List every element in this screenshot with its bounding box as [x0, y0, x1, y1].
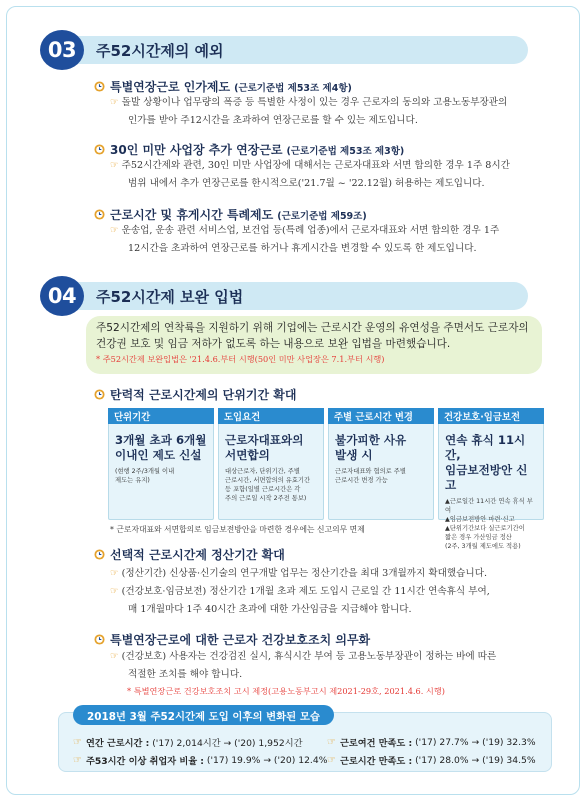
card-detail-line: 근로자대표와 협의로 주별 — [335, 468, 406, 475]
stat-value: ('17) 28.0% → ('19) 34.5% — [415, 754, 536, 766]
card-detail-line: 근로시간, 서면합의의 유효기간 — [225, 477, 311, 484]
card-detail-line: ▲임금보전방안 마련·신고 — [445, 516, 515, 523]
info-card — [218, 408, 324, 520]
card-detail — [329, 463, 433, 485]
law-reference: (근로기준법 제53조 제4항) — [234, 82, 352, 94]
stat-item — [327, 753, 536, 767]
card-headline: 3개월 초과 6개월 — [115, 433, 207, 447]
card-detail-line: 대상근로자, 단위기간, 주별 — [225, 468, 300, 475]
item-title-text: 선택적 근로시간제 정산기간 확대 — [110, 548, 285, 562]
info-card — [328, 408, 434, 520]
item-title-text: 근로시간 및 휴게시간 특례제도 — [110, 208, 274, 222]
card-detail — [109, 463, 213, 485]
pointing-hand-icon: ☞ — [110, 160, 119, 171]
clock-icon — [94, 389, 105, 400]
section-title: 주52시간제의 예외 — [76, 36, 528, 64]
description-line: 운송업, 운송 관련 서비스업, 보건업 등(특례 업종)에서 근로자대표와 서면 합의한 경우 1주 — [121, 225, 500, 236]
item-title — [94, 141, 404, 158]
description-line: 돌발 상황이나 업무량의 폭증 등 특별한 사정이 있는 경우 근로자의 동의와 고용노동부장관의 — [121, 97, 508, 108]
law-reference: (근로기준법 제59조) — [277, 210, 367, 222]
description-line: (정산기간) 신상품·신기술의 연구개발 업무는 정산기간을 최대 3개월까지 확대했습니다. — [121, 568, 488, 579]
card-tab: 주별 근로시간 변경 — [328, 408, 434, 424]
item-description — [110, 648, 542, 684]
clock-icon — [94, 549, 105, 560]
description-line: 12시간을 초과하여 연장근로를 하거나 휴게시간을 변경할 수 있도록 한 제도입니다. — [128, 243, 477, 254]
item-title — [94, 78, 352, 95]
regulation-note: * 특별연장근로 건강보호조치 고시 제정(고용노동부고시 제2021-29호, 2021.4.6. 시행) — [127, 686, 445, 696]
summary-line: 건강권 보호 및 임금 저하가 없도록 하는 내용으로 보완 입법을 마련했습니다. — [96, 338, 451, 350]
stat-item — [73, 735, 302, 749]
item-title-text: 특별연장근로에 대한 근로자 건강보호조치 의무화 — [110, 633, 371, 647]
card-detail-line: (2주, 3개월 제도에도 적용) — [445, 543, 521, 550]
description-line: 인가를 받아 주12시간을 초과하여 연장근로를 할 수 있는 제도입니다. — [128, 115, 418, 126]
stat-label: 연간 근로시간 : — [85, 738, 150, 749]
stat-item — [327, 735, 536, 749]
stat-label: 근로시간 만족도 : — [339, 756, 413, 767]
card-detail-line: 짧은 경우 가산임금 정산 — [445, 534, 512, 541]
summary-line: 주52시간제의 연착륙을 지원하기 위해 기업에는 근로시간 운영의 유연성을 주면서도 근로자의 — [96, 322, 529, 334]
pointing-hand-icon: ☞ — [110, 586, 119, 597]
pointing-hand-icon: ☞ — [73, 736, 82, 748]
card-headline: 근로자대표와의 — [225, 433, 304, 447]
card-detail-line: 제도는 유지) — [115, 477, 150, 484]
item-description — [110, 565, 542, 619]
description-line: (건강보호·임금보전) 정산기간 1개월 초과 제도 도입시 근로일 간 11시간 연속휴식 부여, — [121, 586, 490, 597]
description-line: 주52시간제와 관련, 30인 미만 사업장에 대해서는 근로자대표와 서면 합의한 경우 1주 8시간 — [121, 160, 510, 171]
clock-icon — [94, 209, 105, 220]
card-tab: 건강보호·임금보전 — [438, 408, 544, 424]
card-headline: 불가피한 사유 — [335, 433, 407, 447]
item-title-text: 탄력적 근로시간제의 단위기간 확대 — [110, 388, 297, 402]
card-tab: 단위기간 — [108, 408, 214, 424]
summary-box — [86, 316, 542, 374]
section-04-header — [40, 276, 528, 316]
info-card — [438, 408, 544, 550]
stat-value: ('17) 19.9% → ('20) 12.4% — [206, 754, 328, 766]
clock-icon — [94, 634, 105, 645]
changes-title: 2018년 3월 주52시간제 도입 이후의 변화된 모습 — [73, 705, 334, 725]
card-detail-line: 근로시간 변경 가능 — [335, 477, 388, 484]
info-card — [108, 408, 214, 520]
description-line: 적절한 조치를 해야 합니다. — [128, 669, 243, 680]
item-description — [110, 157, 542, 193]
summary-note: * 주52시간제 보완입법은 '21.4.6.부터 시행(50인 미만 사업장은 7.1.부터 시행) — [96, 354, 385, 364]
item-title-text: 특별연장근로 인가제도 — [110, 80, 231, 94]
changes-box — [58, 712, 552, 772]
pointing-hand-icon: ☞ — [110, 568, 119, 579]
item-title — [94, 386, 296, 403]
stat-item — [73, 753, 327, 767]
pointing-hand-icon: ☞ — [327, 736, 336, 748]
section-03-header — [40, 30, 528, 70]
clock-icon — [94, 81, 105, 92]
item-description — [110, 94, 542, 130]
section-number: 03 — [40, 30, 84, 70]
section-title: 주52시간제 보완 입법 — [76, 282, 528, 310]
item-title — [94, 546, 285, 563]
card-footnote: * 근로자대표와 서면합의로 임금보전방안을 마련한 경우에는 신고의무 면제 — [110, 525, 365, 534]
stat-label: 근로여건 만족도 : — [339, 738, 413, 749]
card-detail-line: ▲근로일간 11시간 연속 휴식 부여 — [445, 498, 533, 514]
item-description — [110, 222, 542, 258]
card-detail-line: ▲단위기간보다 실근로기간이 — [445, 525, 525, 532]
clock-icon — [94, 144, 105, 155]
card-detail — [219, 463, 323, 503]
pointing-hand-icon: ☞ — [110, 225, 119, 236]
card-headline: 임금보전방안 신고 — [445, 463, 528, 492]
card-headline: 연속 휴식 11시간, — [445, 433, 526, 462]
pointing-hand-icon: ☞ — [73, 754, 82, 766]
description-line: 범위 내에서 추가 연장근로를 한시적으로('21.7월 ~ '22.12월) 허용하는 제도입니다. — [128, 178, 485, 189]
card-headline: 서면합의 — [225, 448, 270, 462]
pointing-hand-icon: ☞ — [110, 651, 119, 662]
section-number: 04 — [40, 276, 84, 316]
card-detail-line: 주의 근로일 시작 2주전 통보) — [225, 495, 307, 502]
item-title-text: 30인 미만 사업장 추가 연장근로 — [110, 143, 283, 157]
card-detail-line: 등 포함(일별 근로시간은 각 — [225, 486, 301, 493]
description-line: 매 1개월마다 1주 40시간 초과에 대한 가산임금을 지급해야 합니다. — [128, 604, 412, 615]
pointing-hand-icon: ☞ — [327, 754, 336, 766]
law-reference: (근로기준법 제53조 제3항) — [286, 145, 405, 157]
card-detail-line: (현행 2주/3개월 이내 — [115, 468, 175, 475]
item-title — [94, 631, 370, 648]
description-line: (건강보호) 사용자는 건강검진 실시, 휴식시간 부여 등 고용노동부장관이 정하는 바에 따른 — [121, 651, 497, 662]
pointing-hand-icon: ☞ — [110, 97, 119, 108]
card-detail — [439, 493, 543, 551]
stat-label: 주53시간 이상 취업자 비율 : — [85, 756, 204, 767]
stat-value: ('17) 2,014시간 → ('20) 1,952시간 — [152, 738, 303, 749]
card-headline: 이내인 제도 신설 — [115, 448, 202, 462]
stat-value: ('17) 27.7% → ('19) 32.3% — [415, 736, 536, 748]
item-title — [94, 206, 367, 223]
card-headline: 발생 시 — [335, 448, 373, 462]
card-tab: 도입요건 — [218, 408, 324, 424]
